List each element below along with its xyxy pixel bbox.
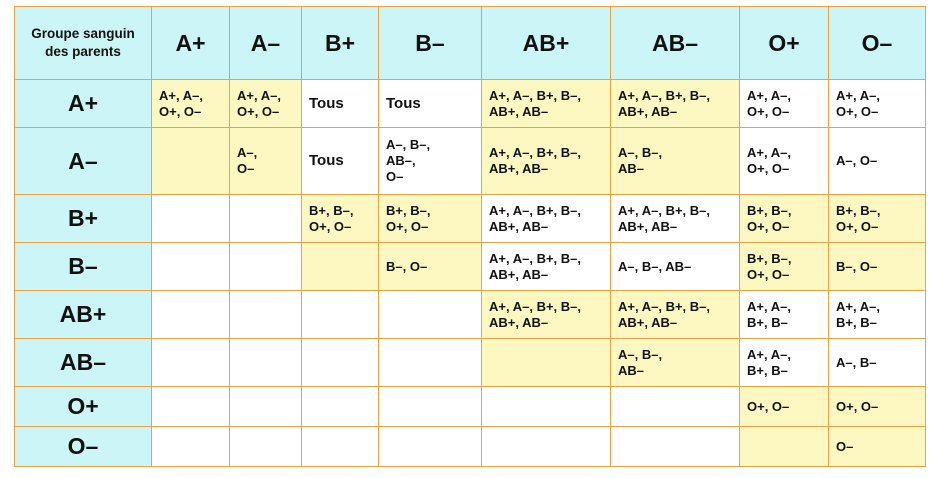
cell-line: A–, B–,	[618, 346, 663, 362]
table-cell	[302, 427, 379, 467]
cell-line: AB+, AB–	[489, 161, 549, 176]
table-cell	[152, 128, 230, 195]
table-cell	[152, 387, 230, 427]
cell-line: B+, B–,	[747, 250, 792, 266]
cell-line: O–	[237, 161, 255, 176]
cell-line: A+, A–, B+, B–,	[618, 202, 710, 218]
table-row	[15, 339, 926, 387]
table-row	[15, 80, 926, 128]
table-row	[15, 195, 926, 243]
table-cell	[482, 195, 611, 243]
table-cell	[829, 128, 926, 195]
table-row	[15, 427, 926, 467]
table-cell	[482, 243, 611, 291]
table-cell	[152, 80, 230, 128]
table-cell	[611, 80, 740, 128]
row-header: AB–	[15, 339, 152, 387]
table-cell	[379, 291, 482, 339]
cell-line: AB+, AB–	[489, 314, 549, 330]
table-cell	[482, 339, 611, 387]
cell-line: O–	[836, 438, 854, 454]
table-cell	[152, 243, 230, 291]
cell-line: O+, O–	[747, 266, 790, 282]
table-cell	[230, 291, 302, 339]
table-cell	[230, 339, 302, 387]
cell-line: O+, O–	[747, 161, 790, 176]
cell-line: B–, O–	[836, 258, 878, 274]
table-cell	[740, 427, 829, 467]
column-header: AB–	[611, 7, 740, 80]
cell-line: O+, O–	[747, 218, 790, 234]
cell-line: B+, B–	[747, 314, 788, 330]
cell-line: AB+, AB–	[489, 103, 549, 119]
cell-line: A+, A–,	[159, 87, 203, 103]
corner-header	[15, 7, 152, 80]
cell-line: B+, B–,	[836, 202, 881, 218]
table-cell	[611, 243, 740, 291]
cell-line: A+, A–, B+, B–,	[489, 87, 581, 103]
cell-line: B–, O–	[386, 258, 428, 274]
table-cell	[302, 243, 379, 291]
row-header: B+	[15, 195, 152, 243]
table-cell	[611, 195, 740, 243]
cell-line: A+, A–, B+, B–,	[489, 202, 581, 218]
table-cell	[379, 128, 482, 195]
table-cell	[230, 243, 302, 291]
cell-line: A–, B–	[836, 354, 877, 370]
cell-line: B+, B–	[836, 314, 877, 330]
table-cell	[302, 195, 379, 243]
row-header: B–	[15, 243, 152, 291]
cell-line: B+, B–,	[309, 202, 354, 218]
table-cell	[740, 128, 829, 195]
cell-line: O+, O–	[237, 103, 280, 119]
cell-line: A+, A–,	[836, 298, 880, 314]
table-cell	[740, 243, 829, 291]
cell-line: O+, O–	[159, 103, 202, 119]
table-cell	[829, 80, 926, 128]
table-cell	[379, 243, 482, 291]
table-cell	[829, 427, 926, 467]
table-cell	[302, 80, 379, 128]
table-row	[15, 243, 926, 291]
cell-line: A+, A–, B+, B–,	[489, 145, 581, 160]
table-body	[15, 80, 926, 467]
table-cell	[152, 339, 230, 387]
table-cell	[611, 291, 740, 339]
table-cell	[829, 195, 926, 243]
cell-line: O+, O–	[836, 218, 879, 234]
table-cell	[379, 80, 482, 128]
table-cell	[611, 339, 740, 387]
cell-line: AB+, AB–	[489, 266, 549, 282]
table-cell	[740, 339, 829, 387]
cell-line: O+, O–	[836, 398, 879, 414]
table-cell	[379, 387, 482, 427]
cell-line: A–, O–	[836, 153, 878, 168]
table-cell	[611, 427, 740, 467]
cell-line: A+, A–,	[747, 298, 791, 314]
cell-line: O–	[386, 169, 404, 184]
cell-line: AB+, AB–	[618, 103, 678, 119]
table-cell	[230, 128, 302, 195]
table-row	[15, 128, 926, 195]
cell-line: Tous	[386, 94, 421, 112]
table-cell	[482, 128, 611, 195]
cell-line: AB+, AB–	[618, 314, 678, 330]
table-cell	[230, 427, 302, 467]
table-cell	[379, 195, 482, 243]
table-cell	[302, 291, 379, 339]
table-cell	[740, 291, 829, 339]
table-cell	[482, 80, 611, 128]
column-header: B+	[302, 7, 379, 80]
cell-line: B+, B–	[747, 362, 788, 378]
cell-line: A+, A–,	[836, 87, 880, 103]
cell-line: B+, B–,	[386, 202, 431, 218]
cell-line: A–,	[237, 145, 258, 160]
table-cell	[152, 291, 230, 339]
table-row	[15, 387, 926, 427]
cell-line: O+, O–	[747, 398, 790, 414]
table-cell	[379, 427, 482, 467]
table-cell	[152, 427, 230, 467]
cell-line: Tous	[309, 152, 344, 169]
column-header: A+	[152, 7, 230, 80]
cell-line: AB–	[618, 161, 645, 176]
column-header: AB+	[482, 7, 611, 80]
table-cell	[611, 128, 740, 195]
column-header: O–	[829, 7, 926, 80]
column-header: A–	[230, 7, 302, 80]
row-header: O+	[15, 387, 152, 427]
cell-line: B+, B–,	[747, 202, 792, 218]
table-cell	[482, 387, 611, 427]
table-cell	[740, 80, 829, 128]
table-cell	[829, 243, 926, 291]
row-header: O–	[15, 427, 152, 467]
cell-line: A+, A–, B+, B–,	[618, 298, 710, 314]
table-cell	[230, 195, 302, 243]
row-header: A–	[15, 128, 152, 195]
cell-line: A+, A–,	[747, 346, 791, 362]
table-cell	[152, 195, 230, 243]
cell-line: O+, O–	[747, 103, 790, 119]
cell-line: A+, A–,	[747, 87, 791, 103]
cell-line: A+, A–, B+, B–,	[489, 298, 581, 314]
table-cell	[611, 387, 740, 427]
cell-line: A+, A–, B+, B–,	[489, 250, 581, 266]
row-header: AB+	[15, 291, 152, 339]
column-header: B–	[379, 7, 482, 80]
corner-line: Groupe sanguin	[31, 26, 135, 41]
table-row	[15, 291, 926, 339]
cell-line: A–, B–,	[618, 145, 663, 160]
table-cell	[740, 387, 829, 427]
column-header: O+	[740, 7, 829, 80]
table-cell	[482, 291, 611, 339]
cell-line: A+, A–,	[747, 145, 791, 160]
table-cell	[302, 339, 379, 387]
cell-line: A–, B–, AB–	[618, 258, 692, 274]
table-cell	[230, 387, 302, 427]
table-cell	[230, 80, 302, 128]
cell-line: O+, O–	[836, 103, 879, 119]
blood-type-table	[14, 6, 926, 467]
cell-line: Tous	[309, 94, 344, 112]
table-cell	[302, 387, 379, 427]
cell-line: A+, A–,	[237, 87, 281, 103]
cell-line: AB–	[618, 362, 645, 378]
row-header: A+	[15, 80, 152, 128]
cell-line: O+, O–	[309, 218, 352, 234]
table-cell	[829, 339, 926, 387]
table-cell	[829, 387, 926, 427]
table-cell	[379, 339, 482, 387]
cell-line: A+, A–, B+, B–,	[618, 87, 710, 103]
table-cell	[829, 291, 926, 339]
header-row	[15, 7, 926, 80]
table-cell	[740, 195, 829, 243]
cell-line: AB+, AB–	[618, 218, 678, 234]
cell-line: O+, O–	[386, 218, 429, 234]
cell-line: A–, B–,	[386, 137, 431, 152]
table-cell	[302, 128, 379, 195]
corner-line: des parents	[45, 44, 121, 59]
cell-line: AB+, AB–	[489, 218, 549, 234]
cell-line: AB–,	[386, 153, 416, 168]
table-cell	[482, 427, 611, 467]
